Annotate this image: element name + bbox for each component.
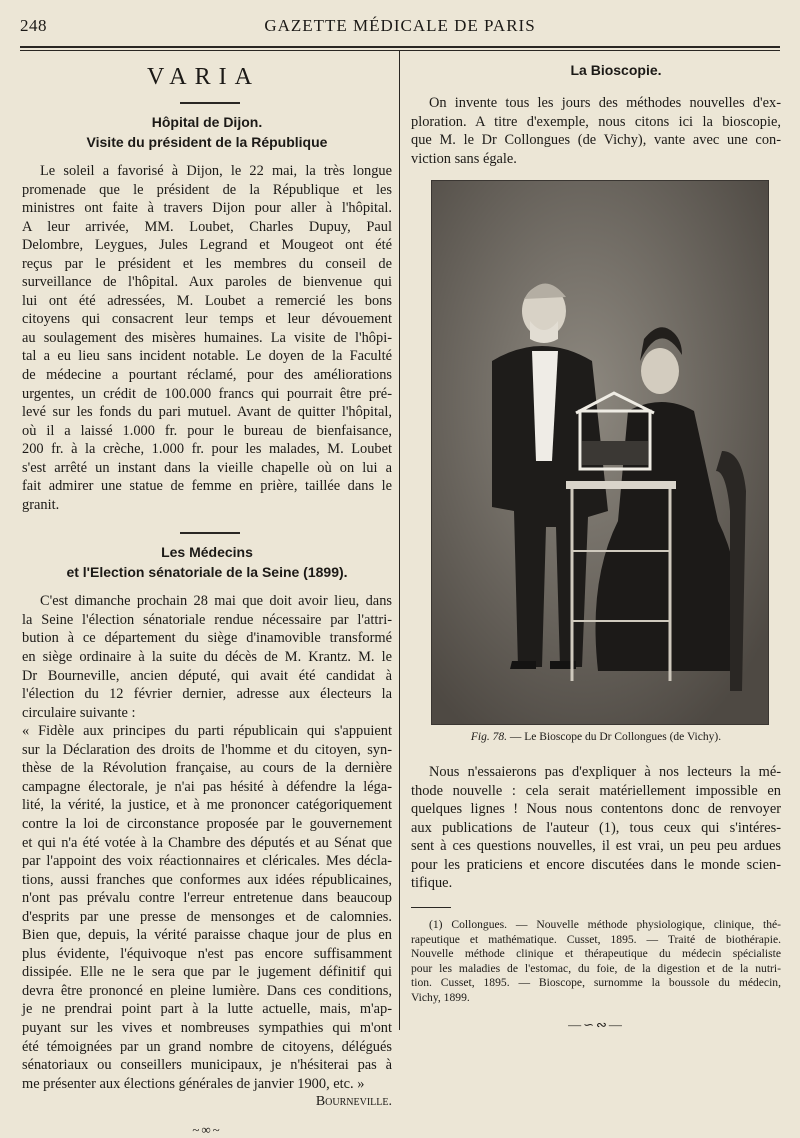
article-line: aux publications de l'auteur (1), tous ceux qui s'intéres- — [411, 819, 781, 836]
bioscopie-title: La Bioscopie. — [570, 62, 662, 78]
article-line: On invente tous les jours des méthodes nouvelles d'ex- — [429, 95, 781, 111]
footnote-line: tion. Cusset, 1895. — Bioscope, surnomme la boussole du médecin, — [411, 976, 781, 990]
column-divider — [399, 50, 400, 1030]
article-line: circulaire suivante : — [22, 704, 136, 721]
article-line: bution à ce département du siège d'inamovible transformé — [22, 630, 392, 647]
dijon-article — [22, 162, 392, 514]
article-line: où il a laissé 1.000 fr. pour le bureau de bienfaisance, — [22, 422, 392, 439]
article-line: ploration. A titre d'exemple, nous citons ici la bioscopie, — [411, 113, 781, 130]
quote-line: dissipée. Elle ne le sera que par le jugement définitif qui — [22, 964, 392, 981]
election-intro — [22, 592, 392, 722]
quote-line: n'ont pas prévalu contre l'erreur entretenue dans beaucoup — [22, 890, 392, 907]
article-line: C'est dimanche prochain 28 mai que doit avoir lieu, dans — [40, 593, 392, 610]
article-line: urgentes, un crédit de 100.000 francs qui pourrait être pré- — [22, 385, 392, 402]
footnote-line: rapeutique et mathématique. Cusset, 1895. — Traité de biothérapie. — [411, 932, 781, 946]
bioscope-illustration — [432, 181, 768, 724]
varia-rule — [180, 102, 240, 104]
article-line: Dr Bourneville, ancien député, qui avait été candidat à — [22, 667, 392, 684]
quote-line: par l'appoint des voix réactionnaires et cléricales. Mes décla- — [22, 853, 392, 870]
bioscopie-intro — [411, 94, 781, 168]
signature: Bourneville. — [315, 1094, 392, 1110]
article-line: quelques lignes ! Nous nous contentons donc de renvoyer — [411, 801, 781, 818]
article-line: A leur arrivée, MM. Loubet, Charles Dupuy, Paul — [22, 218, 392, 235]
article-line: Nous n'essaierons pas d'expliquer à nos lecteurs la mé- — [429, 764, 781, 781]
right-end-flourish: —∽∾— — [568, 1017, 624, 1033]
figure-label: Fig. 78. — [470, 731, 508, 744]
quote-line: puyant sur les vives et nombreuses sympathies qui m'ont — [22, 1019, 392, 1036]
quote-line: sur la Déclaration des droits de l'homme et du citoyen, syn- — [22, 741, 392, 758]
article-line: s'est arrêté un instant dans la vieille chapelle où on lui a — [22, 459, 392, 476]
quote-line: plus évidente, l'équivoque n'est pas encore suffisamment — [22, 945, 392, 962]
right-column — [411, 50, 781, 1033]
quote-line: devra être prononcé en pleine lumière. Dans ces conditions, — [22, 982, 392, 999]
article-line: citoyens qui consacrent leur temps et leur dévouement — [22, 311, 392, 328]
election-title-2: et l'Election sénatoriale de la Seine (1899). — [66, 564, 348, 581]
article-line: ministres ont faite à travers Dijon pour aller à l'hôpital. — [22, 200, 392, 217]
running-title: GAZETTE MÉDICALE DE PARIS — [264, 16, 536, 35]
dijon-title-2: Visite du président de la République — [86, 134, 328, 150]
dijon-title-1: Hôpital de Dijon. — [151, 114, 263, 130]
election-title-1: Les Médecins — [161, 544, 253, 561]
article-line: lui ont été adressées, M. Loubet a remercié les bons — [22, 292, 392, 309]
left-column — [22, 50, 392, 1138]
article-line: reçus par le président et les membres du conseil de — [22, 255, 392, 272]
header-rule — [20, 46, 780, 48]
quote-line: campagne électorale, je n'ai pas hésité à défendre la léga- — [22, 778, 392, 795]
article-line: thode nouvelle : cela serait matériellement impossible en — [411, 782, 781, 799]
bioscopie-after — [411, 763, 781, 893]
article-line: tal a eu lieu sans incident notable. Le doyen de la Faculté — [22, 348, 392, 365]
footnote-line: Vichy, 1899. — [411, 990, 470, 1004]
article-line: sent à ces questions nouvelles, il est vrai, un peu peu ardues — [411, 838, 781, 855]
quote-line: lité, la vérité, la justice, et à me prononcer catégoriquement — [22, 797, 392, 814]
footnote — [411, 918, 781, 1005]
article-line: promenade que le président de la République et les — [22, 181, 392, 198]
page-header — [0, 10, 800, 40]
article-line: Delombre, Leygues, Jules Legrand et Mougeot ont été — [22, 237, 392, 254]
article-line: Le soleil a favorisé à Dijon, le 22 mai, la très longue — [40, 163, 392, 179]
article-line: la Seine l'élection sénatoriale rendue nécessaire par l'attri- — [22, 611, 392, 628]
article-line: levé sur les fonds du pari mutuel. Avant de quitter l'hôpital, — [22, 404, 392, 421]
footnote-rule — [411, 907, 451, 908]
quote-line: et qui n'a été votée à la Chambre des députés et au Sénat que — [22, 834, 392, 851]
figure-caption — [411, 731, 781, 749]
article-line: pour les praticiens et encore discutées dans le monde scien- — [411, 856, 781, 873]
article-line: granit. — [22, 496, 60, 513]
quote-line: me présenter aux élections générales de janvier 1900, etc. » — [22, 1075, 365, 1092]
article-line: 200 fr. à la crèche, 1.000 fr. pour les malades, M. Loubet — [22, 441, 392, 458]
quote-line: Bien que, depuis, la vérité paraisse chaque jour de plus en — [22, 927, 392, 944]
quote-line: je ne prendrai point part à la lutte actuelle, mais, m'ap- — [22, 1001, 392, 1018]
quote-line: « Fidèle aux principes du parti républicain qui s'appuient — [22, 723, 392, 740]
quote-line: thèse de la Révolution française, au cours de la dernière — [22, 760, 392, 777]
end-flourish: ~∞~ — [192, 1122, 222, 1138]
varia-heading: VARIA — [147, 64, 260, 90]
quote-line: d'esprits par une presse de mensonges et de calomnies. — [22, 908, 392, 925]
section-rule — [180, 532, 240, 534]
figure-caption-text: — Le Bioscope du Dr Collongues (de Vichy). — [507, 731, 722, 744]
footnote-line: (1) Collongues. — Nouvelle méthode physiologique, clinique, thé- — [429, 918, 781, 932]
page-number: 248 — [20, 16, 47, 35]
article-line: que M. le Dr Collongues (de Vichy), vante avec une con- — [411, 132, 781, 149]
quote-line: été témoignées par un grand nombre de citoyens, délégués — [22, 1038, 392, 1055]
bioscope-photograph — [431, 180, 769, 725]
article-line: l'élection du 12 février dernier, adresse aux électeurs la — [22, 686, 392, 703]
quote-line: contre la loi de circonstance proposée par le gouvernement — [22, 815, 392, 832]
footnote-line: pour les maladies de l'estomac, du foie, de la digestion et de la nutri- — [411, 961, 781, 975]
article-line: fait admirer une statue de femme en prière, taillée dans le — [22, 478, 392, 495]
article-line: de médecine a pourtant réclamé, pour des améliorations — [22, 367, 392, 384]
article-line: en siège ordinaire à la suite du décès de M. Krantz. M. le — [22, 649, 392, 666]
article-line: tifique. — [411, 875, 453, 892]
election-quote — [22, 722, 392, 1093]
article-line: viction sans égale. — [411, 150, 517, 167]
footnote-line: Nouvelle méthode clinique et thérapeutique du médecin spécialiste — [411, 947, 781, 961]
quote-line: tions, aussi franches que conformes aux idées républicaines, — [22, 871, 392, 888]
article-line: surveillance de l'hôpital. Aux paroles de bienvenue qui — [22, 274, 392, 291]
quote-line: sénatoriaux ou conseillers municipaux, je n'hésiterai pas à — [22, 1057, 392, 1074]
article-line: au soulagement des misères humaines. La visite de l'hôpi- — [22, 329, 392, 346]
